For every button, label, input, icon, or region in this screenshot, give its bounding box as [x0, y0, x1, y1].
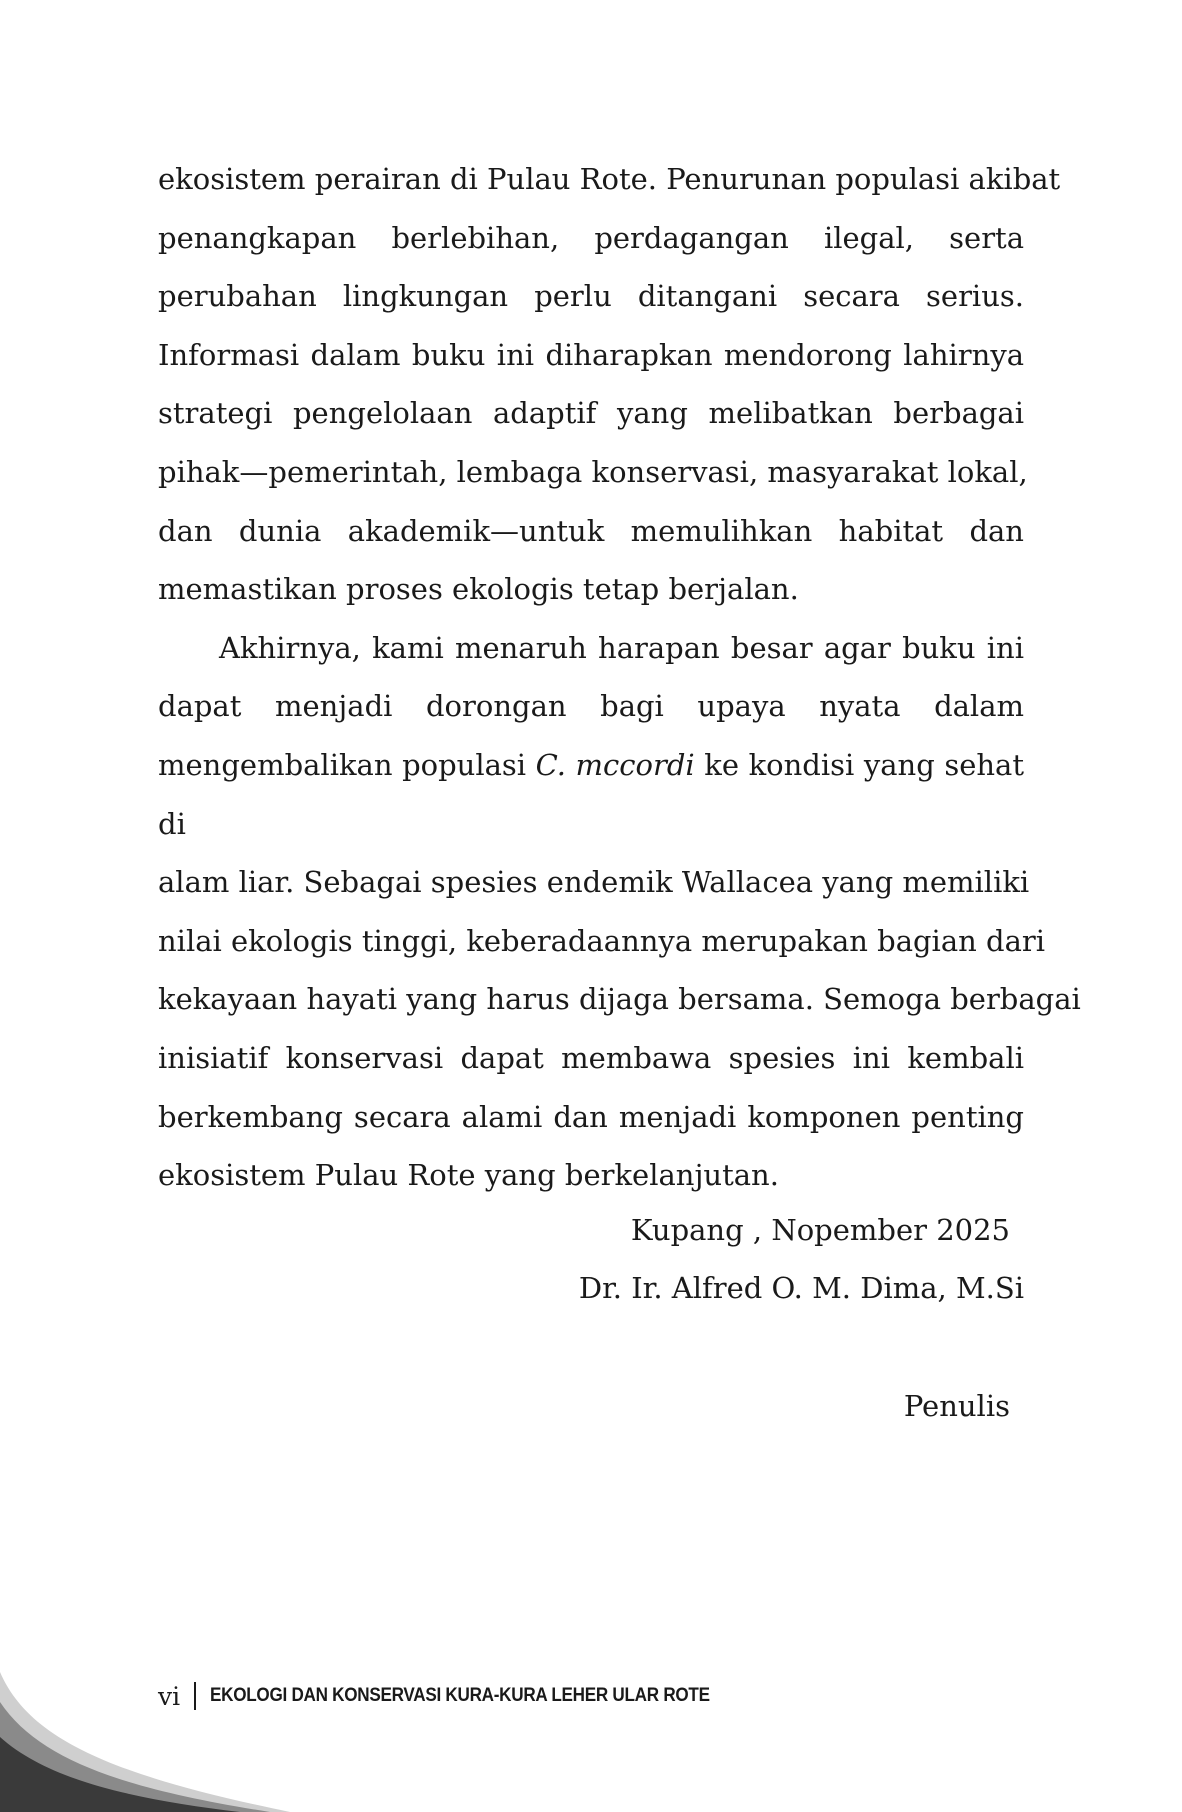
paragraph-1 — [158, 150, 1061, 619]
text-line: ekosistem Pulau Rote yang berkelanjutan. — [158, 1158, 779, 1193]
text-fragment: mengembalikan populasi — [158, 747, 536, 782]
text-line: penangkapan berlebihan, perdagangan ilegal, serta — [158, 220, 1024, 255]
text-line: kekayaan hayati yang harus dijaga bersama. Semoga berbagai — [158, 982, 1081, 1017]
text-line: memastikan proses ekologis tetap berjalan. — [158, 572, 799, 607]
text-line: dan dunia akademik—untuk memulihkan habitat dan — [158, 513, 1024, 548]
text-line: Akhirnya, kami menaruh harapan besar agar buku ini — [219, 630, 1024, 665]
corner-swoosh-decoration — [0, 1662, 290, 1812]
author-role: Penulis — [903, 1389, 1010, 1423]
preface-body — [158, 150, 1081, 1205]
text-line: dapat menjadi dorongan bagi upaya nyata dalam — [158, 689, 1024, 724]
signatory-name: Dr. Ir. Alfred O. M. Dima, M.Si — [578, 1271, 1024, 1305]
text-line: Informasi dalam buku ini diharapkan mendorong lahirnya — [158, 337, 1024, 372]
page-number: vi — [158, 1681, 181, 1711]
text-line: inisiatif konservasi dapat membawa spesies ini kembali — [158, 1040, 1024, 1075]
text-line: ekosistem perairan di Pulau Rote. Penurunan populasi akibat — [158, 162, 1061, 196]
text-line: berkembang secara alami dan menjadi komponen penting — [158, 1099, 1024, 1134]
paragraph-2 — [158, 619, 1081, 1205]
text-line: alam liar. Sebagai spesies endemik Wallacea yang memiliki — [158, 865, 1030, 900]
species-name: C. mccordi — [535, 747, 695, 782]
place-date: Kupang , Nopember 2025 — [630, 1213, 1010, 1247]
text-line: perubahan lingkungan perlu ditangani secara serius. — [158, 279, 1024, 314]
text-line-species — [158, 736, 1024, 853]
text-line: strategi pengelolaan adaptif yang melibatkan berbagai — [158, 396, 1024, 431]
text-line: nilai ekologis tinggi, keberadaannya merupakan bagian dari — [158, 923, 1046, 958]
text-fragment: ke kondisi yang sehat di — [158, 747, 1024, 841]
text-line: pihak—pemerintah, lembaga konservasi, masyarakat lokal, — [158, 454, 1028, 489]
running-book-title: EKOLOGI DAN KONSERVASI KURA-KURA LEHER ULAR ROTE — [210, 1685, 710, 1706]
